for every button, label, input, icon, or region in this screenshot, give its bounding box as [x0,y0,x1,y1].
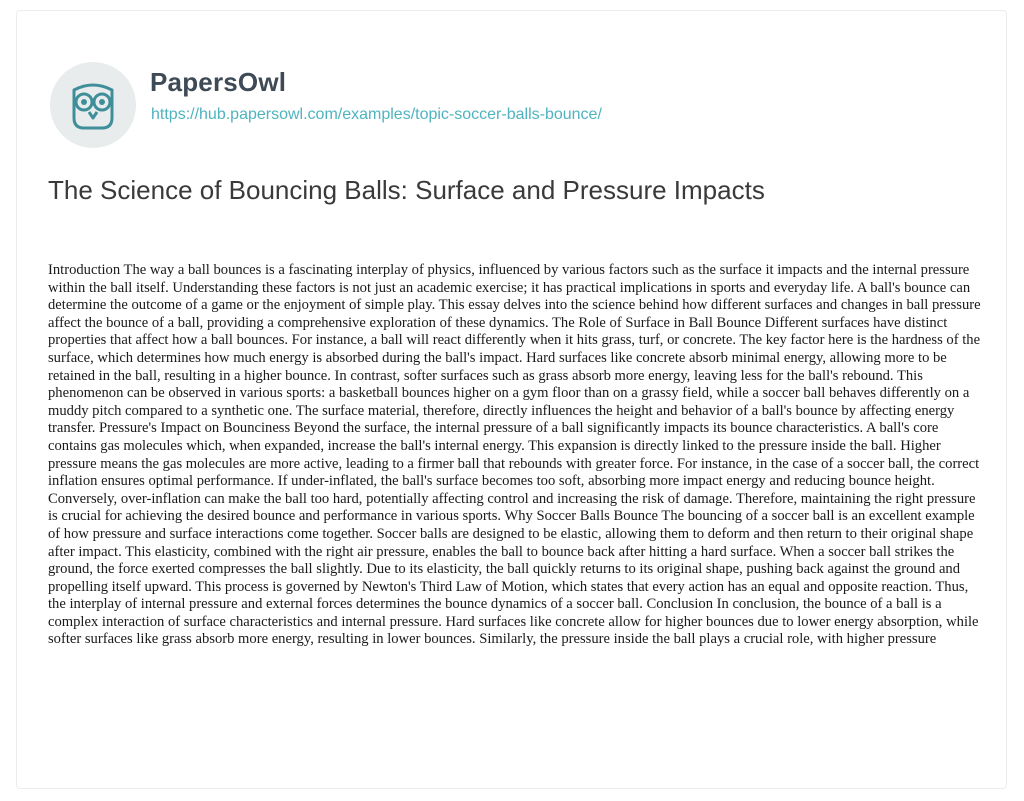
owl-logo-icon [66,78,120,132]
source-url[interactable]: https://hub.papersowl.com/examples/topic-soccer-balls-bounce/ [151,106,602,123]
brand-name[interactable]: PapersOwl [150,67,287,97]
essay-body: Introduction The way a ball bounces is a fascinating interplay of physics, influenced by various factors such as the surface it impacts and the internal pressure within the ball itself. Understanding these factors is not just an academic exercise; it has practical implications in sports and everyday life. A ball's bounce can determine the outcome of a game or the enjoyment of simple play. This essay delves into the science behind how different surfaces and changes in ball pressure affect the bounce of a ball, providing a comprehensive exploration of these dynamics. The Role of Surface in Ball Bounce Different surfaces have distinct properties that affect how a ball bounces. For instance, a ball will react differently when it hits grass, turf, or concrete. The key factor here is the hardness of the surface, which determines how much energy is absorbed during the ball's impact. Hard surfaces like concrete absorb minimal energy, allowing more to be retained in the ball, resulting in a higher bounce. In contrast, softer surfaces such as grass absorb more energy, leaving less for the ball's rebound. This phenomenon can be observed in various sports: a basketball bounces higher on a gym floor than on a grassy field, while a soccer ball behaves differently on a muddy pitch compared to a synthetic one. The surface material, therefore, directly influences the height and behavior of a ball's bounce by affecting energy transfer. Pressure's Impact on Bounciness Beyond the surface, the internal pressure of a ball significantly impacts its bounce characteristics. A ball's core contains gas molecules which, when expanded, increase the ball's internal energy. This expansion is directly linked to the pressure inside the ball. Higher pressure means the gas molecules are more active, leading to a firmer ball that rebounds with greater force. For instance, in the case of a soccer ball, the correct inflation ensures optimal performance. If under-inflated, the ball's surface becomes too soft, absorbing more impact energy and reducing bounce height. Conversely, over-inflation can make the ball too hard, potentially affecting control and increasing the risk of damage. Therefore, maintaining the right pressure is crucial for achieving the desired bounce and performance in various sports. Why Soccer Balls Bounce The bouncing of a soccer ball is an excellent example of how pressure and surface interactions come together. Soccer balls are designed to be elastic, allowing them to deform and then return to their original shape after impact. This elasticity, combined with the right air pressure, enables the ball to bounce back after hitting a hard surface. When a soccer ball strikes the ground, the force exerted compresses the ball slightly. Due to its elasticity, the ball quickly returns to its original shape, pushing back against the ground and propelling itself upward. This process is governed by Newton's Third Law of Motion, which states that every action has an equal and opposite reaction. Thus, the interplay of internal pressure and external forces determines the bounce dynamics of a soccer ball. Conclusion In conclusion, the bounce of a ball is a complex interaction of surface characteristics and internal pressure. Hard surfaces like concrete allow for higher bounces due to lower energy absorption, while softer surfaces like grass absorb more energy, resulting in lower bounces. Similarly, the pressure inside the ball plays a crucial role, with higher pressure [48,262,981,648]
page-title: The Science of Bouncing Balls: Surface and Pressure Impacts [48,175,765,205]
logo-badge [50,62,136,148]
logo[interactable] [50,62,138,150]
